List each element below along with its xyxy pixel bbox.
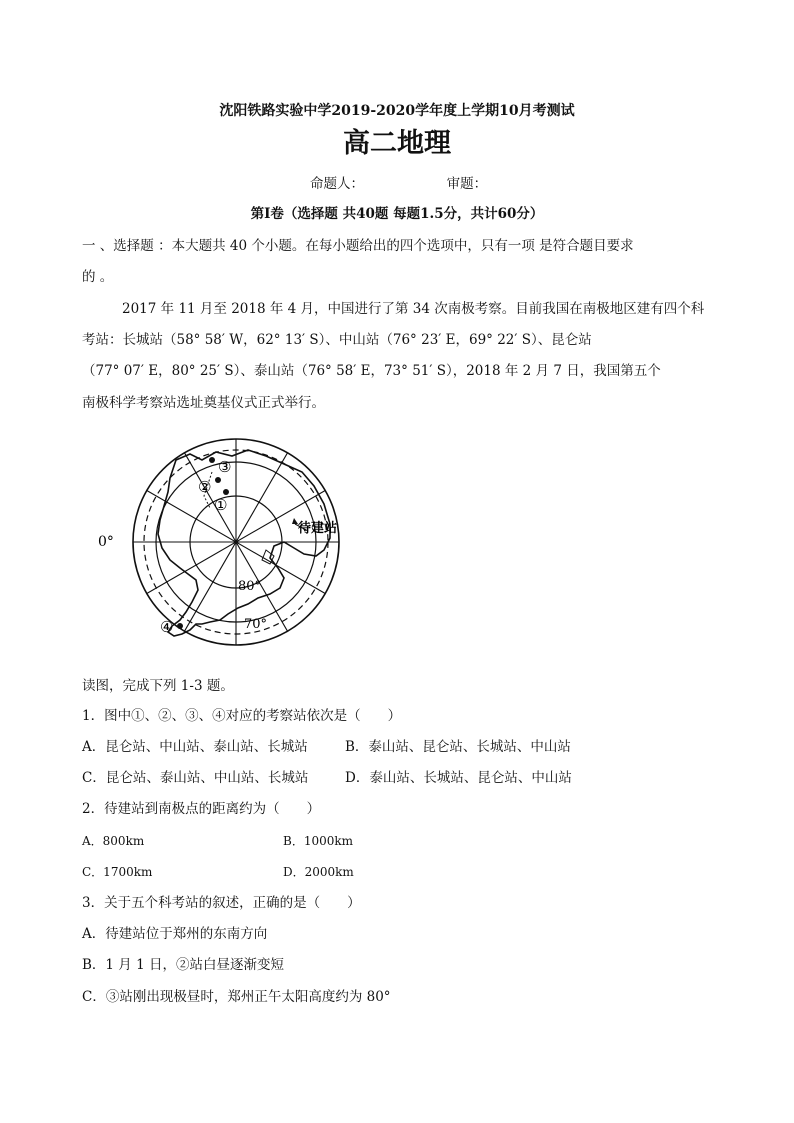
question-2-stem: 2．待建站到南极点的距离约为（ ）	[82, 801, 321, 817]
passage-line1: 2017 年 11 月至 2018 年 4 月，中国进行了第 34 次南极考察。目前我国在南极地区建有四个科	[122, 301, 705, 317]
station-dot-4	[177, 623, 183, 629]
station-dot-1	[223, 489, 229, 495]
antarctica-map	[98, 438, 388, 670]
question-2-option-c: C．1700km	[82, 865, 153, 879]
question-3-stem: 3．关于五个科考站的叙述，正确的是（ ）	[82, 895, 361, 911]
label-zero-degree: 0°	[98, 534, 114, 550]
question-2-option-b: B．1000km	[283, 834, 354, 848]
school-title: 沈阳铁路实验中学2019-2020学年度上学期10月考测试	[219, 103, 575, 119]
reading-instruction: 读图，完成下列 1-3 题。	[82, 678, 234, 694]
station-dot-3	[209, 457, 215, 463]
author-line	[310, 175, 487, 193]
section-instruction-line1: 一 、选择题 ：本大题共 40 个小题。在每小题给出的四个选项中，只有一项 是符合题目要求	[82, 238, 634, 254]
author-label: 命题人：	[310, 176, 364, 192]
question-3-option-c: C．③站刚出现极昼时，郑州正午太阳高度约为 80°	[82, 989, 391, 1005]
passage-line4: 南极科学考察站选址奠基仪式正式举行。	[82, 395, 325, 411]
question-1-option-c: C．昆仑站、泰山站、中山站、长城站	[82, 770, 309, 786]
subject-title: 高二地理	[343, 128, 451, 159]
question-3-option-a: A．待建站位于郑州的东南方向	[82, 926, 268, 942]
station-dot-2	[215, 477, 221, 483]
label-new-station: 待建站	[298, 521, 338, 536]
label-80-degree: 80°	[238, 579, 262, 594]
marker-4: ④	[160, 618, 174, 636]
meridian-lines	[133, 439, 339, 645]
antarctica-coastline	[158, 450, 330, 636]
question-1-stem: 1．图中①、②、③、④对应的考察站依次是（ ）	[82, 708, 402, 724]
marker-3: ③	[218, 458, 232, 476]
marker-2: ②	[198, 478, 212, 496]
reviewer-label: 审题：	[446, 176, 488, 192]
passage-line3: （77° 07′ E，80° 25′ S）、泰山站（76° 58′ E，73° 51′ S），2018 年 2 月 7 日，我国第五个	[82, 363, 661, 379]
marker-1: ①	[214, 496, 228, 514]
passage-line2: 考站：长城站（58° 58′ W，62° 13′ S）、中山站（76° 23′ E，69° 22′ S）、昆仑站	[82, 332, 592, 348]
antarctica-map-figure	[98, 438, 388, 670]
section-instruction-line2: 的 。	[82, 269, 114, 285]
label-70-degree: 70°	[244, 617, 268, 632]
question-3-option-b: B．1 月 1 日，②站白昼逐渐变短	[82, 957, 284, 973]
question-1-option-d: D．泰山站、长城站、昆仑站、中山站	[345, 770, 572, 786]
question-2-option-d: D．2000km	[283, 865, 354, 879]
part-title: 第Ⅰ卷（选择题 共40题 每题1.5分，共计60分）	[250, 206, 544, 222]
question-2-option-a: A．800km	[82, 834, 145, 848]
question-1-option-a: A．昆仑站、中山站、泰山站、长城站	[82, 739, 308, 755]
question-1-option-b: B．泰山站、昆仑站、长城站、中山站	[345, 739, 571, 755]
